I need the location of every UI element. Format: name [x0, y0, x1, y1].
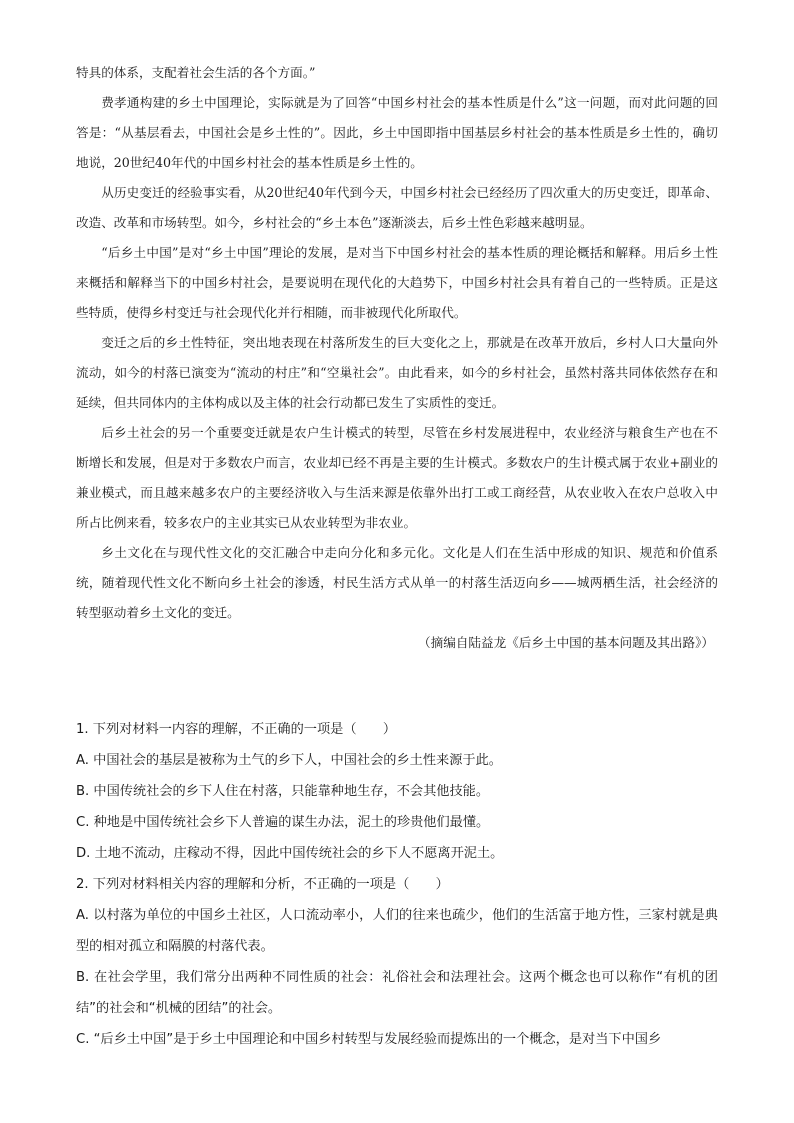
passage-paragraph: 费孝通构建的乡土中国理论，实际就是为了回答“中国乡村社会的基本性质是什么”这一问题，而对此问题的回答是：“从基层看去，中国社会是乡土性的”。因此，乡土中国即指中国基层乡村社会的基本性质是乡土性的，确切地说，20世纪40年代的中国乡村社会的基本性质是乡土性的。 [76, 95, 718, 170]
passage-paragraph: 从历史变迁的经验事实看，从20世纪40年代到今天，中国乡村社会已经经历了四次重大的历史变迁，即革命、改造、改革和市场转型。如今，乡村社会的“乡土本色”逐渐淡去，后乡土性色彩越来越明显。 [76, 185, 718, 230]
answer-option: B. 在社会学里，我们常分出两种不同性质的社会：礼俗社会和法理社会。这两个概念也可以称作“有机的团结”的社会和“机械的团结”的社会。 [76, 970, 718, 1016]
question-stem: 2. 下列对材料相关内容的理解和分析，不正确的一项是（ ） [76, 877, 449, 892]
passage-paragraph: 特具的体系，支配着社会生活的各个方面。” [76, 65, 316, 80]
passage-paragraph: “后乡土中国”是对“乡土中国”理论的发展，是对当下中国乡村社会的基本性质的理论概括和解释。用后乡土性来概括和解释当下的中国乡村社会，是要说明在现代化的大趋势下，中国乡村社会具有着自己的一些特质。正是这些特质，使得乡村变迁与社会现代化并行相随，而非被现代化所取代。 [76, 245, 718, 320]
passage-paragraph: 乡土文化在与现代性文化的交汇融合中走向分化和多元化。文化是人们在生活中形成的知识、规范和价值系统，随着现代性文化不断向乡土社会的渗透，村民生活方式从单一的村落生活迈向乡——城两栖生活，社会经济的转型驱动着乡土文化的变迁。 [76, 545, 718, 620]
answer-option: A. 以村落为单位的中国乡土社区，人口流动率小，人们的往来也疏少，他们的生活富于地方性，三家村就是典型的相对孤立和隔膜的村落代表。 [76, 908, 718, 954]
question-2 [76, 869, 718, 1055]
question-stem: 1. 下列对材料一内容的理解，不正确的一项是（ ） [76, 722, 397, 737]
question-section [76, 714, 718, 1055]
answer-option: B. 中国传统社会的乡下人住在村落，只能靠种地生存，不会其他技能。 [76, 784, 490, 799]
answer-option: C. 种地是中国传统社会乡下人普遍的谋生办法，泥土的珍贵他们最懂。 [76, 815, 490, 830]
answer-option: D. 土地不流动，庄稼动不得，因此中国传统社会的乡下人不愿离开泥土。 [76, 846, 504, 861]
passage-source: （摘编自陆益龙《后乡土中国的基本问题及其出路》） [418, 635, 714, 650]
answer-option: A. 中国社会的基层是被称为土气的乡下人，中国社会的乡土性来源于此。 [76, 753, 502, 768]
passage-paragraph: 后乡土社会的另一个重要变迁就是农户生计模式的转型，尽管在乡村发展进程中，农业经济与粮食生产也在不断增长和发展，但是对于多数农户而言，农业却已经不再是主要的生计模式。多数农户的生计模式属于农业+副业的兼业模式，而且越来越多农户的主要经济收入与生活来源是依靠外出打工或工商经营，从农业收入在农户总收入中所占比例来看，较多农户的主业其实已从农业转型为非农业。 [76, 425, 718, 530]
answer-option: C. “后乡土中国”是于乡土中国理论和中国乡村转型与发展经验而提炼出的一个概念，是对当下中国乡 [76, 1032, 662, 1047]
reading-passage [76, 58, 718, 658]
question-1 [76, 714, 718, 869]
passage-paragraph: 变迁之后的乡土性特征，突出地表现在村落所发生的巨大变化之上，那就是在改革开放后，乡村人口大量向外流动，如今的村落已演变为“流动的村庄”和“空巢社会”。由此看来，如今的乡村社会，虽然村落共同体依然存在和延续，但共同体内的主体构成以及主体的社会行动都已发生了实质性的变迁。 [76, 335, 718, 410]
